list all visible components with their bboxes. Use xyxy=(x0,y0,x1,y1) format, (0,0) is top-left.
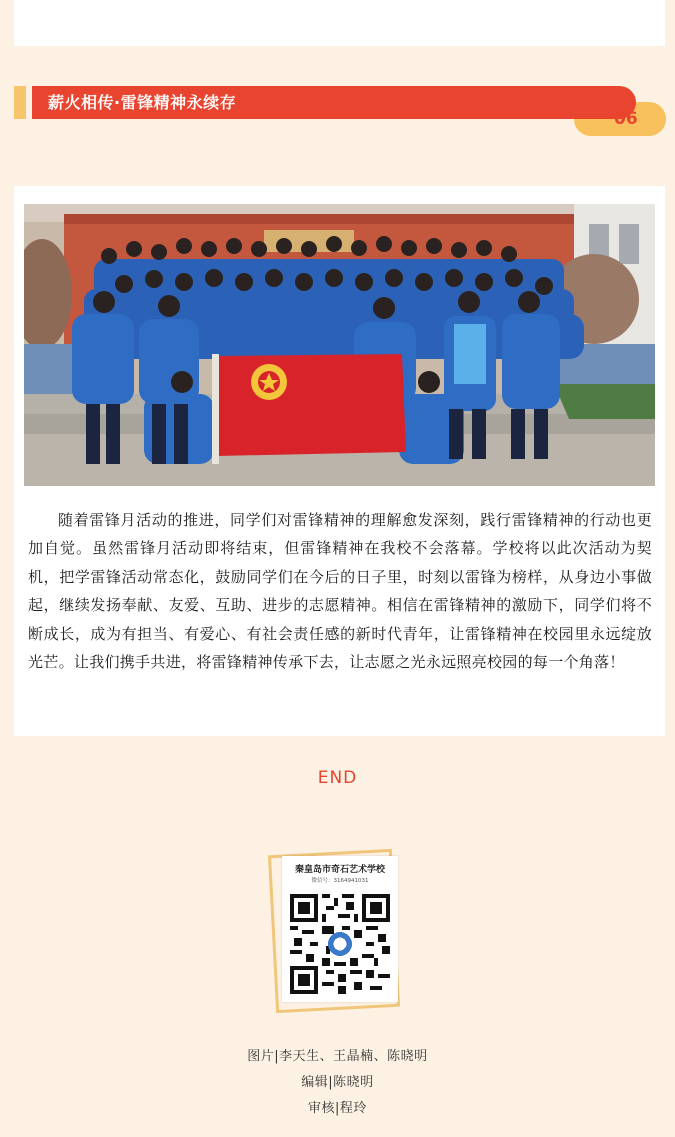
group-photo[interactable] xyxy=(24,204,655,486)
section-title: 薪火相传·雷锋精神永续存 xyxy=(48,93,237,112)
qr-code-icon xyxy=(290,894,390,994)
header-accent-bar xyxy=(14,86,26,119)
credit-editor: 编辑|陈晓明 xyxy=(301,1075,374,1090)
section-header xyxy=(14,86,666,136)
credits xyxy=(0,1044,675,1122)
qr-card-title: 秦皇岛市奇石艺术学校 xyxy=(294,865,385,875)
previous-content-card xyxy=(14,0,665,46)
credit-reviewer: 审核|程玲 xyxy=(308,1101,367,1116)
article-card xyxy=(14,186,665,736)
credit-photos: 图片|李天生、王晶楠、陈晓明 xyxy=(247,1049,428,1064)
qr-code-card[interactable] xyxy=(282,856,398,1002)
end-label: END xyxy=(317,768,358,788)
qr-card-subtitle: 微信号：3164941031 xyxy=(311,878,369,884)
section-number: 06 xyxy=(614,109,638,129)
article-paragraph: 随着雷锋月活动的推进，同学们对雷锋精神的理解愈发深刻，践行雷锋精神的行动也更加自觉。虽然雷锋月活动即将结束，但雷锋精神在我校不会落幕。学校将以此次活动为契机，把学雷锋活动常态化，鼓励同学们在今后的日子里，时刻以雷锋为榜样，从身边小事做起，继续发扬奉献、友爱、互助、进步的志愿精神。相信在雷锋精神的激励下，同学们将不断成长，成为有担当、有爱心、有社会责任感的新时代青年，让雷锋精神在校园里永远绽放光芒。让我们携手共进，将雷锋精神传承下去，让志愿之光永远照亮校园的每一个角落！ xyxy=(28,511,652,672)
